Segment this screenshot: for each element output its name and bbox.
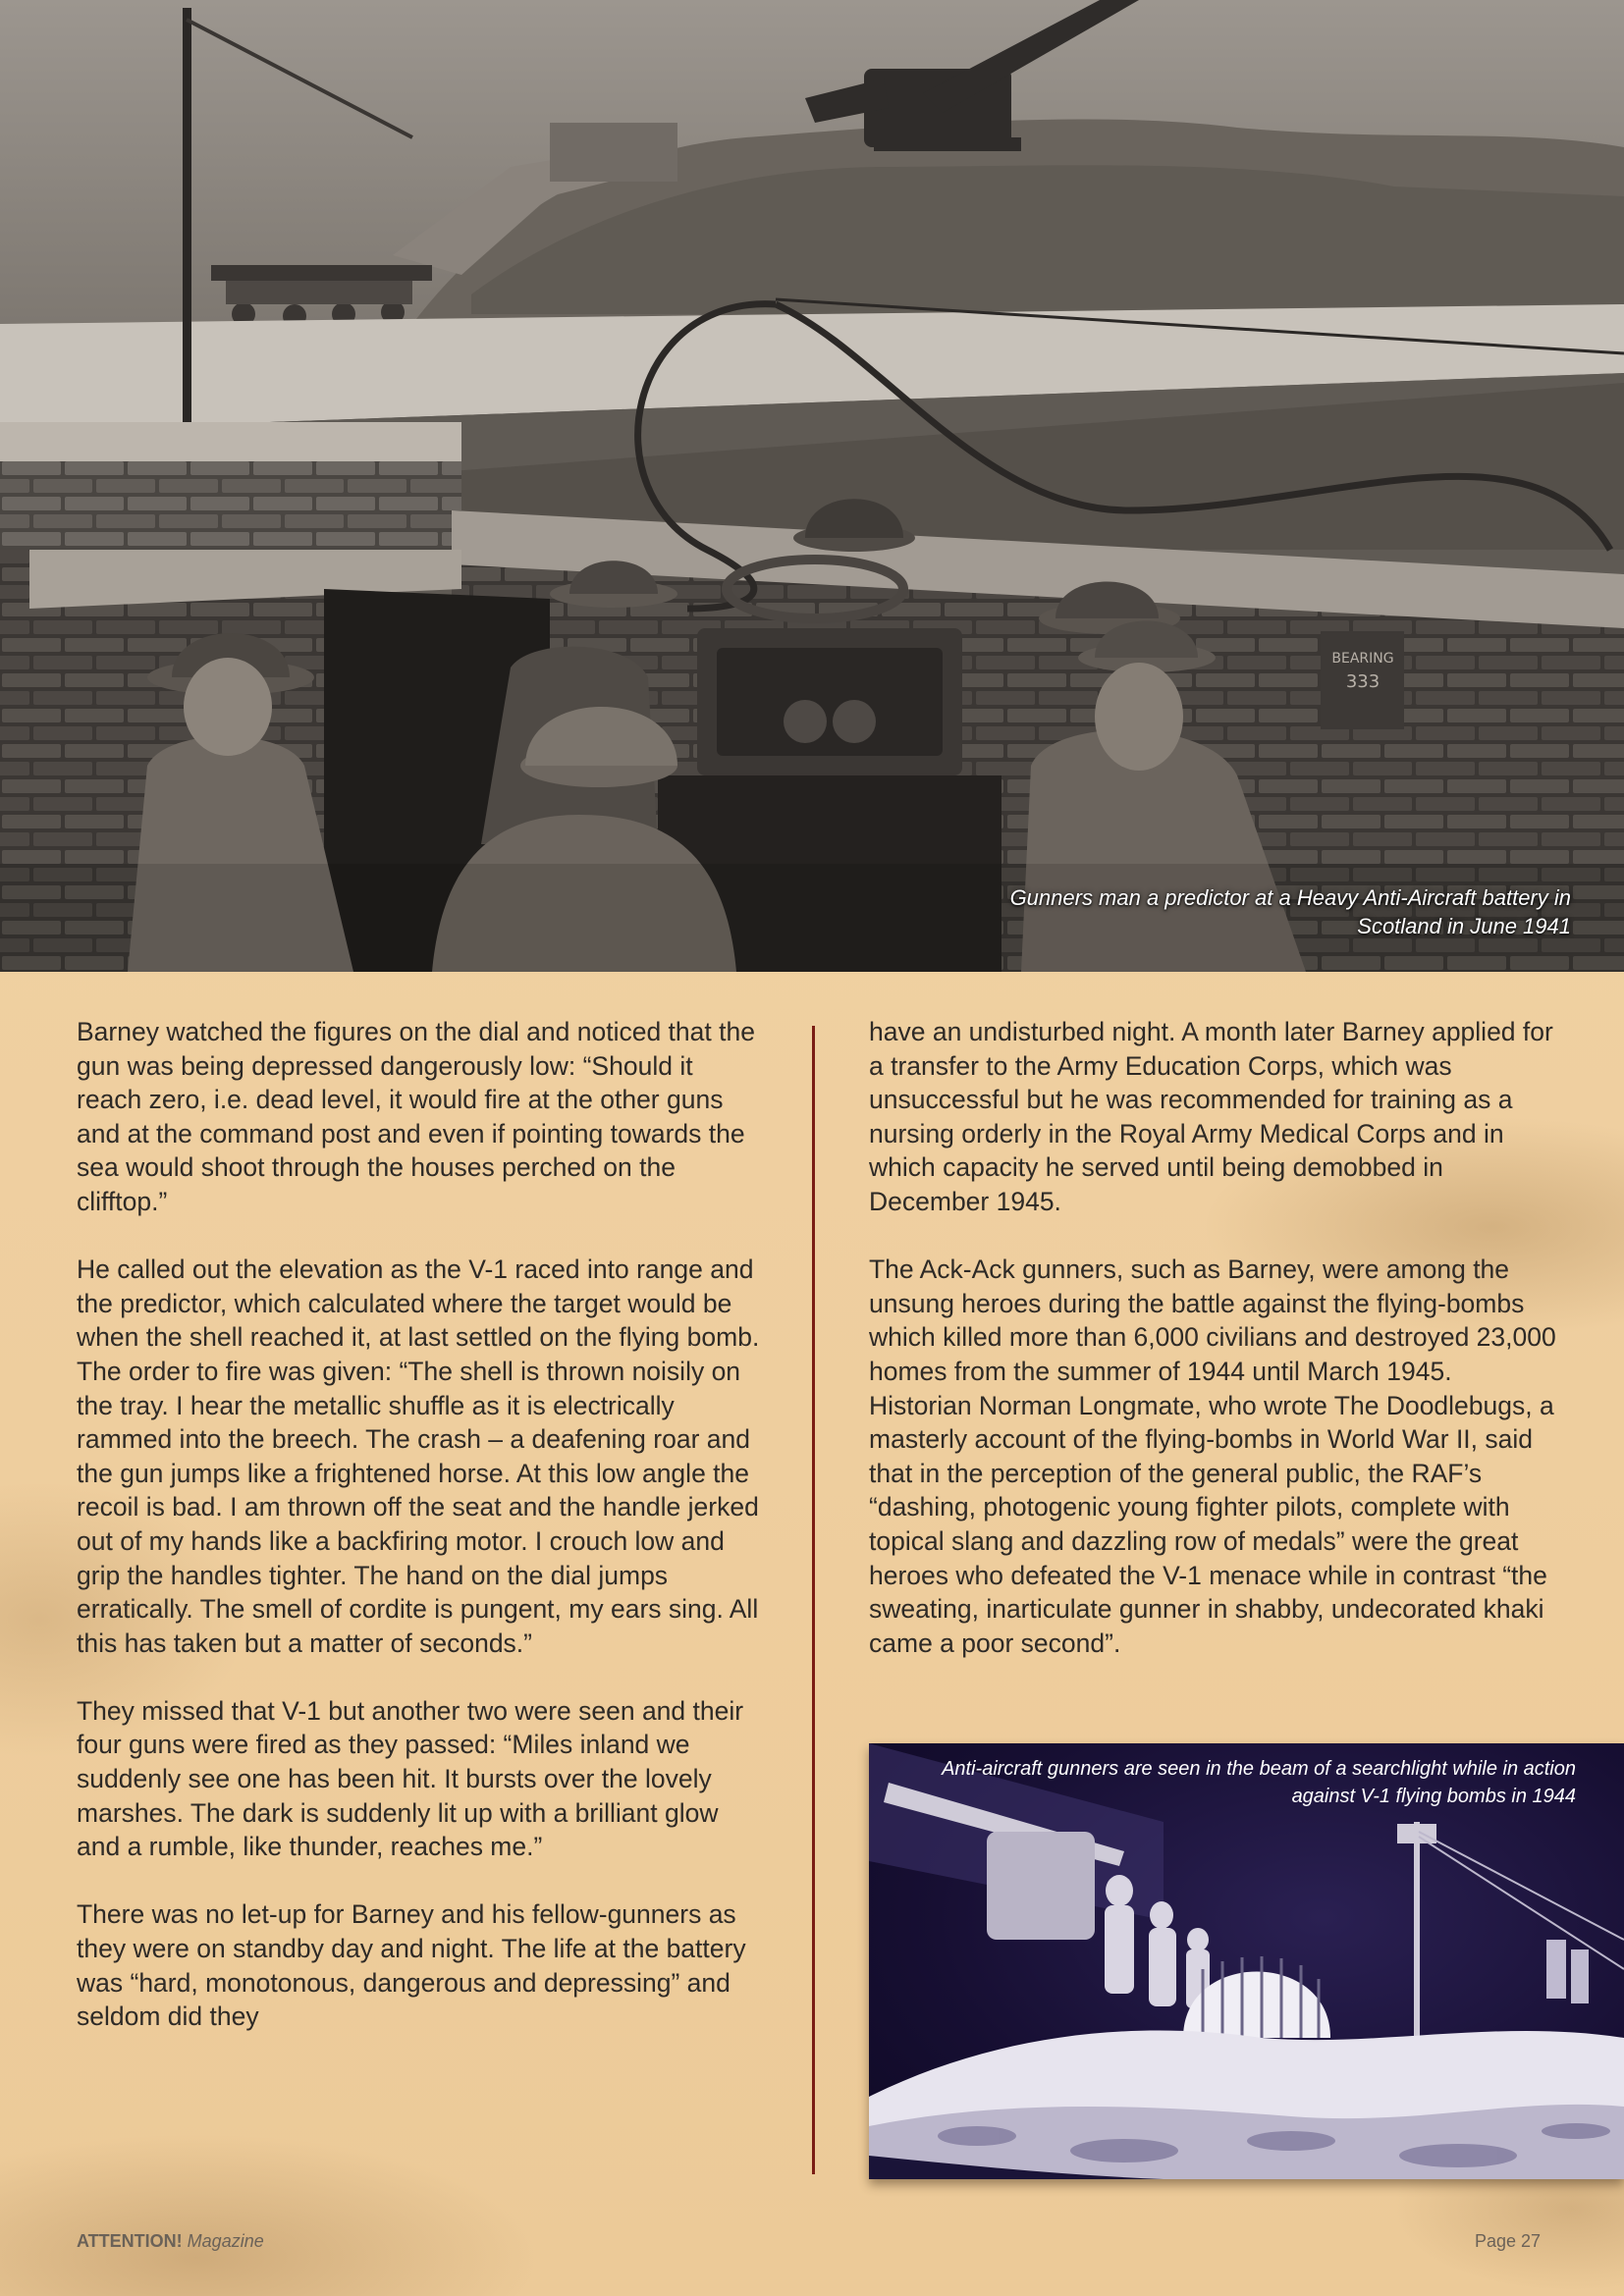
- hero-photo: [0, 0, 1624, 972]
- hero-photo-caption: Gunners man a predictor at a Heavy Anti-Aircraft battery in Scotland in June 1941: [1009, 885, 1571, 938]
- article-paragraph: He called out the elevation as the V-1 raced into range and the predictor, which calculated where the target would be when the shell reached it, at last settled on the flying bomb. The order to fire was given: “The shell is thrown noisily on the tray. I hear the metallic shuffle as it is electrically rammed into the breech. The crash – a deafening roar and the gun jumps like a frightened horse. At this low angle the recoil is bad. I am thrown off the seat and the handle jerked out of my hands like a backfiring motor. I crouch low and grip the handles tighter. The hand on the dial jumps erratically. The smell of cordite is pungent, my ears sing. All this has taken but a matter of seconds.”: [77, 1255, 760, 1658]
- bearing-board-label: BEARING: [1331, 651, 1394, 667]
- night-photo: [869, 1743, 1624, 2179]
- footer-magazine: Magazine: [187, 2231, 264, 2251]
- page-number: Page 27: [1475, 2231, 1542, 2251]
- hero-photo-illustration: [0, 0, 1624, 972]
- footer-publication: [77, 2231, 264, 2252]
- article-paragraph: The Ack-Ack gunners, such as Barney, were among the unsung heroes during the battle against the flying-bombs which killed more than 6,000 civilians and destroyed 23,000 homes from the summer of 1944 until March 1945. Historian Norman Longmate, who wrote The Doodlebugs, a masterly account of the flying-bombs in World War II, said that in the perception of the general public, the RAF’s “dashing, photogenic young fighter pilots, complete with topical slang and dazzling row of medals” were the great heroes who defeated the V-1 menace while in contrast “the sweating, inarticulate gunner in shabby, undecorated khaki came a poor second”.: [869, 1255, 1556, 1658]
- article-column-right: [869, 1015, 1556, 1694]
- article-paragraph: Barney watched the figures on the dial and noticed that the gun was being depressed dangerously low: “Should it reach zero, i.e. dead level, it would fire at the other guns and at the command post and even if pointing towards the sea would shoot through the houses perched on the clifftop.”: [77, 1017, 755, 1216]
- column-divider: [812, 1026, 815, 2174]
- night-photo-caption: Anti-aircraft gunners are seen in the beam of a searchlight while in action against V-1 flying bombs in 1944: [942, 1758, 1576, 1807]
- bearing-board-number: 333: [1345, 671, 1380, 692]
- article-paragraph: They missed that V-1 but another two were seen and their four guns were fired as they passed: “Miles inland we suddenly see one has been hit. It bursts over the lovely marshes. The dark is suddenly lit up with a brilliant glow and a rumble, like thunder, reaches me.”: [77, 1695, 744, 1862]
- article-column-left: [77, 1015, 764, 2067]
- article-paragraph: have an undisturbed night. A month later Barney applied for a transfer to the Army Education Corps, which was unsuccessful but he was recommended for training as a nursing orderly in the Royal Army Medical Corps and in which capacity he served until being demobbed in December 1945.: [869, 1017, 1553, 1216]
- article-paragraph: There was no let-up for Barney and his fellow-gunners as they were on standby day and night. The life at the battery was “hard, monotonous, dangerous and depressing” and seldom did they: [77, 1899, 746, 2032]
- footer-brand: ATTENTION!: [77, 2231, 183, 2251]
